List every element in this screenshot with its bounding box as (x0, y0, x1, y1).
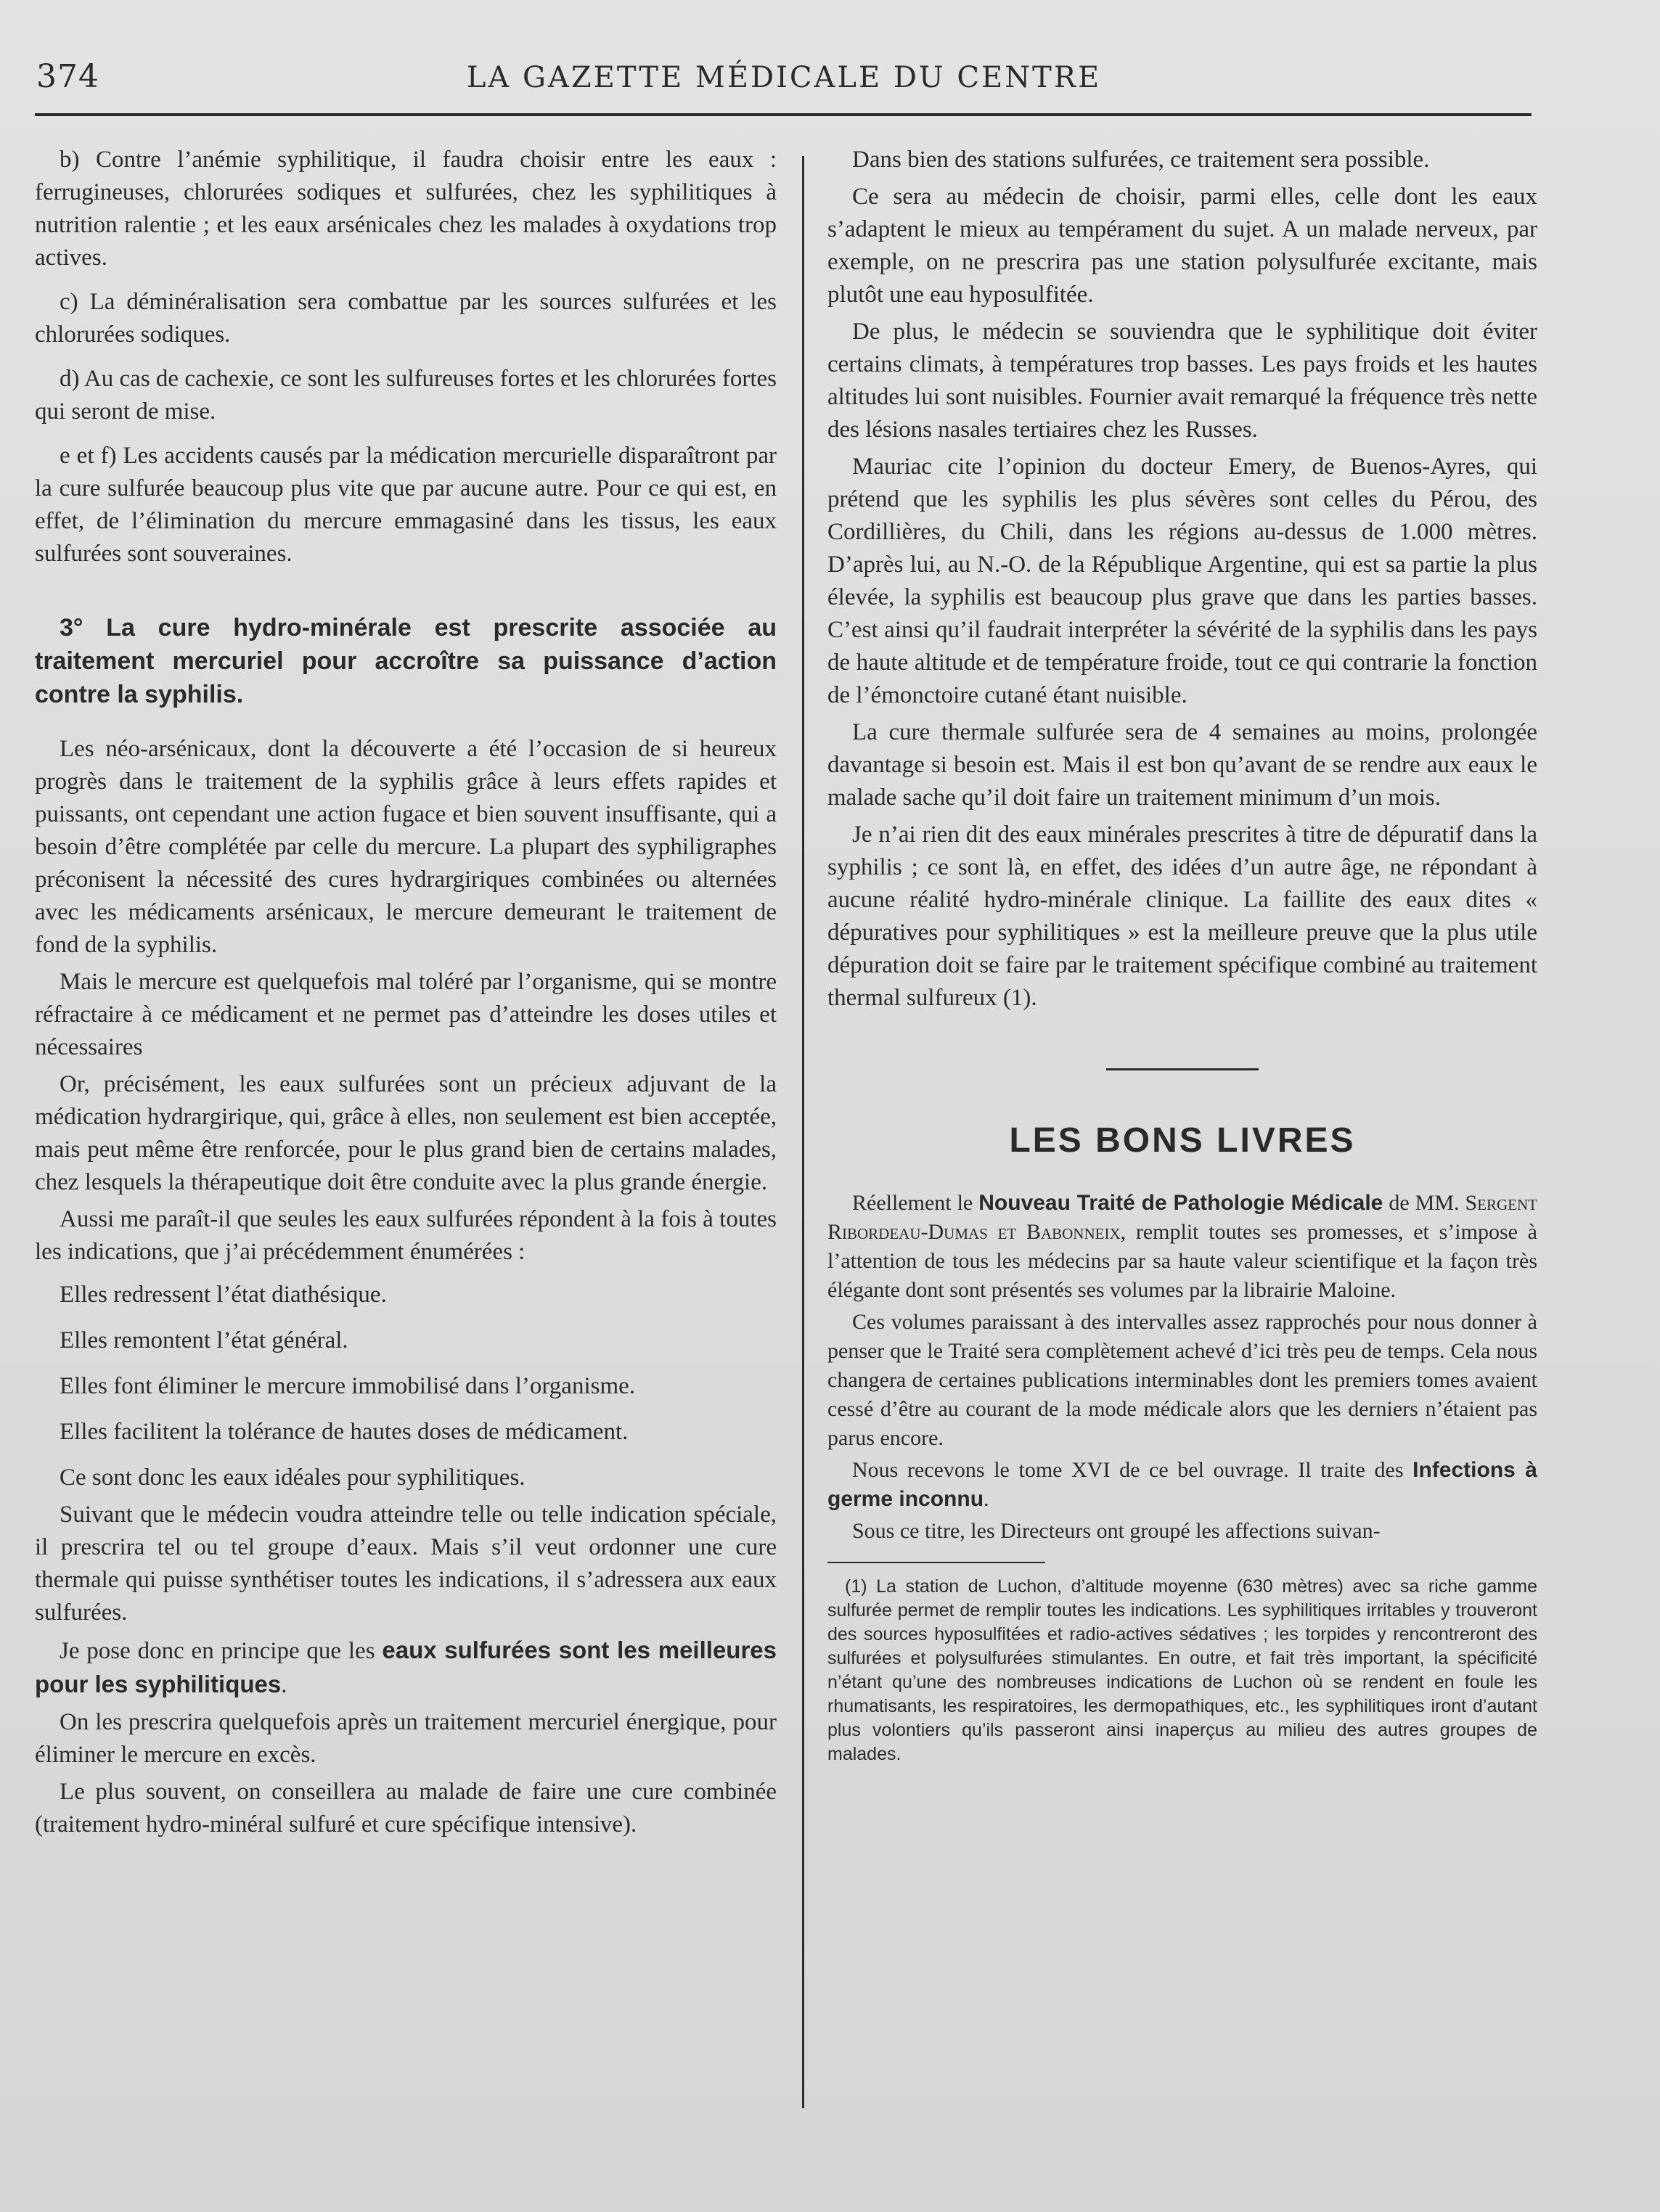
page-header (36, 51, 1532, 102)
paragraph: Suivant que le médecin voudra atteindre telle ou telle indication spéciale, il prescrira tel ou tel groupe d’eaux. Mais s’il veut ordonner une cure thermale qui puisse synthétiser toutes les indications, il s’adressera aux eaux sulfurées. (35, 1502, 777, 1626)
paragraph: Mauriac cite l’opinion du docteur Emery, de Buenos-Ayres, qui prétend que les syphilis les plus sévères sont celles du Pérou, des Cordillières, du Chili, dans les régions au-dessus de 1.000 mètres. D’après lui, au N.-O. de la République Argentine, qui est sa partie la plus élevée, la syphilis est beaucoup plus grave que dans les parties basses. C’est ainsi qu’il faudrait interpréter la sévérité de la syphilis dans les pays de haute altitude et de température froide, tout ce qui contrarie la fonction de l’émonctoire cutané étant nuisible. (827, 454, 1537, 708)
paragraph: Or, précisément, les eaux sulfurées sont un précieux adjuvant de la médication hydrargirique, qui, grâce à elles, non seulement est bien acceptée, mais peut même être renforcée, pour le plus grand bien de certains malades, chez lesquels la thérapeutique doit être conduite avec la plus grande énergie. (35, 1071, 777, 1195)
column-divider (802, 156, 804, 2108)
text-run: Je pose donc en principe que les (60, 1638, 383, 1664)
paragraph: Ce sera au médecin de choisir, parmi elles, celle dont les eaux s’adaptent le mieux au tempérament du sujet. A un malade nerveux, par exemple, on ne prescrira pas une station polysulfurée excitante, mais plutôt une eau hyposulfitée. (827, 184, 1537, 308)
indication-item: Elles redressent l’état diathésique. (60, 1282, 387, 1308)
text-run: . (984, 1487, 989, 1511)
footnote-rule (827, 1562, 1045, 1563)
paragraph: Ces volumes paraissant à des intervalles assez rapprochés pour nous donner à penser que le Traité sera complètement achevé d’ici très peu de temps. Cela nous changera de certaines publications interminables dont les premiers tomes avaient cessé d’être au courant de la mode médicale alors que les derniers n’étaient pas parus encore. (827, 1310, 1537, 1450)
paragraph (827, 1189, 1537, 1305)
paragraph: La cure thermale sulfurée sera de 4 semaines au moins, prolongée davantage si besoin est. Mais il est bon qu’avant de se rendre aux eaux le malade sache qu’il doit faire un traitement minimum d’un mois. (827, 719, 1537, 811)
footnote (827, 1575, 1537, 1766)
book-title: Nouveau Traité de Pathologie Médicale (978, 1191, 1383, 1215)
book-subject: Infections à germe inconnu (827, 1458, 1537, 1511)
paragraph: Sous ce titre, les Directeurs ont groupé les affections suivan- (852, 1519, 1381, 1543)
paragraph: Le plus souvent, on conseillera au malade de faire une cure combinée (traitement hydro-minéral sulfuré et cure spécifique intensive). (35, 1779, 777, 1838)
paragraph: On les prescrira quelquefois après un traitement mercuriel énergique, pour éliminer le mercure en excès. (35, 1709, 777, 1768)
paragraph-d: d) Au cas de cachexie, ce sont les sulfureuses fortes et les chlorurées fortes qui seront de mise. (35, 366, 777, 425)
paragraph: Aussi me paraît-il que seules les eaux sulfurées répondent à la fois à toutes les indications, que j’ai précédemment énumérées : (35, 1206, 777, 1265)
paragraph (827, 1456, 1537, 1514)
indication-item: Elles font éliminer le mercure immobilisé dans l’organisme. (60, 1373, 636, 1399)
paragraph-ef: e et f) Les accidents causés par la médication mercurielle disparaîtront par la cure sulfurée beaucoup plus vite que par aucune autre. Pour ce qui est, en effet, de l’élimination du mercure emmagasiné dans les tissus, les eaux sulfurées sont souveraines. (35, 443, 777, 567)
text-run: , remplit toutes ses promesses, et s’impose à l’attention de tous les médecins par sa haute valeur scientifique et la façon très élégante dont sont présentés ses volumes par la librairie Maloine. (827, 1220, 1537, 1302)
left-column (35, 144, 777, 1846)
paragraph-c: c) La déminéralisation sera combattue par les sources sulfurées et les chlorurées sodiques. (35, 289, 777, 348)
paragraph: De plus, le médecin se souviendra que le syphilitique doit éviter certains climats, à températures trop basses. Les pays froids et les hautes altitudes lui sont nuisibles. Fournier avait remarqué la fréquence très nette des lésions nasales tertiaires chez les Russes. (827, 319, 1537, 443)
text-run: Réellement le (852, 1191, 979, 1215)
text-run: . (281, 1672, 287, 1698)
paragraph (35, 1634, 777, 1702)
text-run: de MM. (1383, 1191, 1465, 1215)
page-number: 374 (36, 58, 99, 95)
books-section-title: LES BONS LIVRES (1009, 1121, 1356, 1160)
text-run: Nous recevons le tome XVI de ce bel ouvrage. Il traite des (852, 1458, 1413, 1482)
paragraph: Dans bien des stations sulfurées, ce traitement sera possible. (852, 147, 1430, 173)
paragraph: Mais le mercure est quelquefois mal toléré par l’organisme, qui se montre réfractaire à ce médicament et ne permet pas d’atteindre les doses utiles et nécessaires (35, 969, 777, 1060)
paragraph: Les néo-arsénicaux, dont la découverte a été l’occasion de si heureux progrès dans le traitement de la syphilis grâce à leurs effets rapides et puissants, ont cependant une action fugace et bien souvent insuffisante, qui a besoin d’être complétée par celle du mercure. La plupart des syphiligraphes préconisent la nécessité des cures hydrargiriques combinées ou alternées avec les médicaments arsénicaux, le mercure demeurant le traitement de fond de la syphilis. (35, 736, 777, 958)
section-heading: 3° La cure hydro-minérale est prescrite associée au traitement mercuriel pour accroître sa puissance d’action contre la syphilis. (35, 614, 777, 708)
paragraph: Ce sont donc les eaux idéales pour syphilitiques. (60, 1465, 526, 1491)
footnote-text: (1) La station de Luchon, d’altitude moyenne (630 mètres) avec sa riche gamme sulfurée permet de remplir toutes les indications. Les syphilitiques irritables y trouveront des sources hyposulfitées et radio-actives sédatives ; les torpides y rencontreront des sulfurées et polysulfurées stimulantes. En outre, et fait très important, la spécificité n’étant qu’une des nombreuses indications de Luchon où se rendent en foule les rhumatisants, les respiratoires, les dermopathiques, etc., les syphilitiques iront d’autant plus volontiers qu’ils passeront ainsi inaperçus au milieu des autres groupes de malades. (827, 1576, 1537, 1764)
indication-item: Elles remontent l’état général. (60, 1327, 348, 1353)
right-column (827, 144, 1537, 1766)
emphasis-text: eaux sulfurées sont les meilleures pour les syphilitiques (35, 1637, 777, 1697)
section-divider (1106, 1068, 1259, 1070)
indication-item: Elles facilitent la tolérance de hautes doses de médicament. (60, 1419, 629, 1445)
books-section (827, 1189, 1537, 1546)
paragraph: Je n’ai rien dit des eaux minérales prescrites à titre de dépuratif dans la syphilis ; ce sont là, en effet, des idées d’un autre âge, ne répondant à aucune réalité hydro-minérale clinique. La faillite des eaux dites « dépuratives pour syphilitiques » est la meilleure preuve que la plus utile dépuration doit se faire par le traitement spécifique combiné au traitement thermal sulfureux (1). (827, 822, 1537, 1011)
book-authors: Sergent Ribordeau-Dumas et Babonneix (827, 1191, 1538, 1244)
paragraph-b: b) Contre l’anémie syphilitique, il faudra choisir entre les eaux : ferrugineuses, chlorurées sodiques et sulfurées, chez les syphilitiques à nutrition ralentie ; et les eaux arsénicales chez les malades à oxydations trop actives. (35, 147, 777, 271)
journal-title: LA GAZETTE MÉDICALE DU CENTRE (466, 61, 1102, 94)
header-rule (35, 113, 1532, 116)
